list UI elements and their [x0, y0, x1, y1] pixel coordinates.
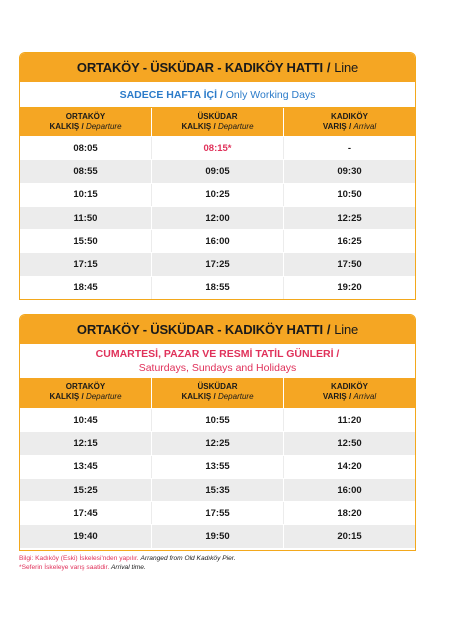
time-cell: 10:15 — [20, 184, 152, 206]
route-title: ORTAKÖY - ÜSKÜDAR - KADIKÖY HATTI — [76, 322, 323, 337]
time-cell: 18:55 — [152, 277, 284, 299]
time-cell: 17:55 — [152, 502, 284, 524]
time-cell: 12:15 — [20, 432, 152, 454]
time-cell: 11:20 — [337, 414, 362, 426]
header-sub-en: Arrival — [353, 392, 377, 401]
time-cell: 10:50 — [337, 189, 362, 201]
table-row — [20, 183, 415, 206]
time-cell: 08:05 — [20, 137, 152, 159]
table-row — [20, 206, 415, 229]
weekday-timetable — [19, 52, 416, 300]
header-stop-name: KADIKÖY — [331, 382, 368, 391]
header-sub-tr: KALKIŞ — [181, 122, 212, 131]
header-uskudar: ÜSKÜDAR KALKIŞ / Departure — [152, 378, 284, 408]
footnotes — [19, 554, 236, 572]
header-sub-tr: VARIŞ — [322, 392, 347, 401]
time-cell: 17:45 — [20, 502, 152, 524]
subtitle-separator: / — [219, 89, 223, 101]
footnote-pier-en: Arranged from Old Kadıköy Pier. — [140, 555, 236, 562]
header-kadikoy: KADIKÖY VARIŞ / Arrival — [284, 108, 415, 136]
footnote-arrival-tr: *Seferin İskeleye varış saatidir. — [19, 564, 110, 571]
column-header-row — [20, 108, 415, 136]
time-cell: 16:00 — [152, 230, 284, 252]
table-row — [20, 252, 415, 275]
time-cell: 16:25 — [337, 235, 362, 247]
table-row — [20, 408, 415, 431]
time-cell: 19:40 — [20, 525, 152, 547]
time-cell: 09:30 — [337, 165, 362, 177]
time-cell: 17:25 — [152, 253, 284, 275]
footnote-pier-tr: Bilgi: Kadıköy (Eski) İskelesi'nden yapılır. — [19, 555, 139, 562]
time-cell: 16:00 — [337, 484, 362, 496]
header-sub-en: Departure — [85, 392, 122, 401]
time-cell: 15:50 — [20, 230, 152, 252]
footnote-arrival — [19, 563, 236, 572]
subtitle-en: Saturdays, Sundays and Holidays — [138, 362, 297, 374]
subtitle-tr: SADECE HAFTA İÇİ — [119, 89, 217, 101]
table-row — [20, 455, 415, 478]
table-row — [20, 431, 415, 454]
footnote-pier — [19, 554, 236, 563]
table-row — [20, 159, 415, 182]
time-cell: 20:15 — [337, 531, 362, 543]
header-sub-tr: KALKIŞ — [49, 122, 80, 131]
route-title-bar — [20, 315, 415, 344]
time-cell: 17:15 — [20, 253, 152, 275]
header-sub-tr: KALKIŞ — [181, 392, 212, 401]
subtitle-tr: CUMARTESİ, PAZAR VE RESMİ TATİL GÜNLERİ / — [95, 348, 340, 360]
header-ortakoy: ORTAKÖY KALKIŞ / Departure — [20, 378, 152, 408]
header-kadikoy: KADIKÖY VARIŞ / Arrival — [284, 378, 415, 408]
time-cell: 14:20 — [337, 461, 362, 473]
table-row — [20, 524, 415, 547]
time-cell: 19:50 — [152, 525, 284, 547]
title-separator: / — [326, 322, 331, 337]
time-cell: 10:55 — [152, 409, 284, 431]
header-stop-name: ORTAKÖY — [65, 382, 106, 391]
time-cell: 18:20 — [337, 507, 362, 519]
route-title: ORTAKÖY - ÜSKÜDAR - KADIKÖY HATTI — [76, 60, 323, 75]
time-cell: 15:25 — [20, 479, 152, 501]
time-cell: 08:55 — [20, 160, 152, 182]
time-cell: 19:20 — [337, 282, 362, 294]
time-cell: 13:55 — [152, 456, 284, 478]
time-cell: 10:45 — [20, 409, 152, 431]
title-separator: / — [326, 60, 331, 75]
footnote-arrival-en: Arrival time. — [111, 564, 146, 571]
header-sub-en: Departure — [85, 122, 122, 131]
time-cell: 12:25 — [152, 432, 284, 454]
time-cell: 17:50 — [337, 259, 362, 271]
column-header-row — [20, 378, 415, 408]
schedule-subtitle — [20, 344, 415, 378]
time-cell: 12:25 — [337, 212, 362, 224]
header-sub-tr: VARIŞ — [322, 122, 347, 131]
table-row — [20, 478, 415, 501]
time-cell: 10:25 — [152, 184, 284, 206]
header-sub-en: Departure — [217, 392, 254, 401]
header-ortakoy: ORTAKÖY KALKIŞ / Departure — [20, 108, 152, 136]
header-stop-name: ÜSKÜDAR — [197, 112, 238, 121]
route-title-bar — [20, 53, 415, 82]
table-row — [20, 229, 415, 252]
time-cell: - — [347, 142, 352, 154]
table-row — [20, 501, 415, 524]
time-cell: 12:00 — [152, 207, 284, 229]
time-cell: 13:45 — [20, 456, 152, 478]
time-cell: 18:45 — [20, 277, 152, 299]
table-row — [20, 276, 415, 299]
header-stop-name: KADIKÖY — [331, 112, 368, 121]
header-sub-en: Arrival — [353, 122, 377, 131]
time-cell: 08:15* — [152, 137, 284, 159]
header-sub-en: Departure — [217, 122, 254, 131]
title-line-label: Line — [334, 60, 359, 75]
weekend-holiday-timetable — [19, 314, 416, 551]
schedule-subtitle — [20, 82, 415, 108]
table-row — [20, 136, 415, 159]
time-cell: 15:35 — [152, 479, 284, 501]
header-stop-name: ORTAKÖY — [65, 112, 106, 121]
header-stop-name: ÜSKÜDAR — [197, 382, 238, 391]
header-sub-tr: KALKIŞ — [49, 392, 80, 401]
time-cell: 12:50 — [337, 437, 362, 449]
time-cell: 09:05 — [152, 160, 284, 182]
title-line-label: Line — [334, 322, 359, 337]
time-cell: 11:50 — [20, 207, 152, 229]
header-uskudar: ÜSKÜDAR KALKIŞ / Departure — [152, 108, 284, 136]
subtitle-en: Only Working Days — [225, 89, 316, 101]
